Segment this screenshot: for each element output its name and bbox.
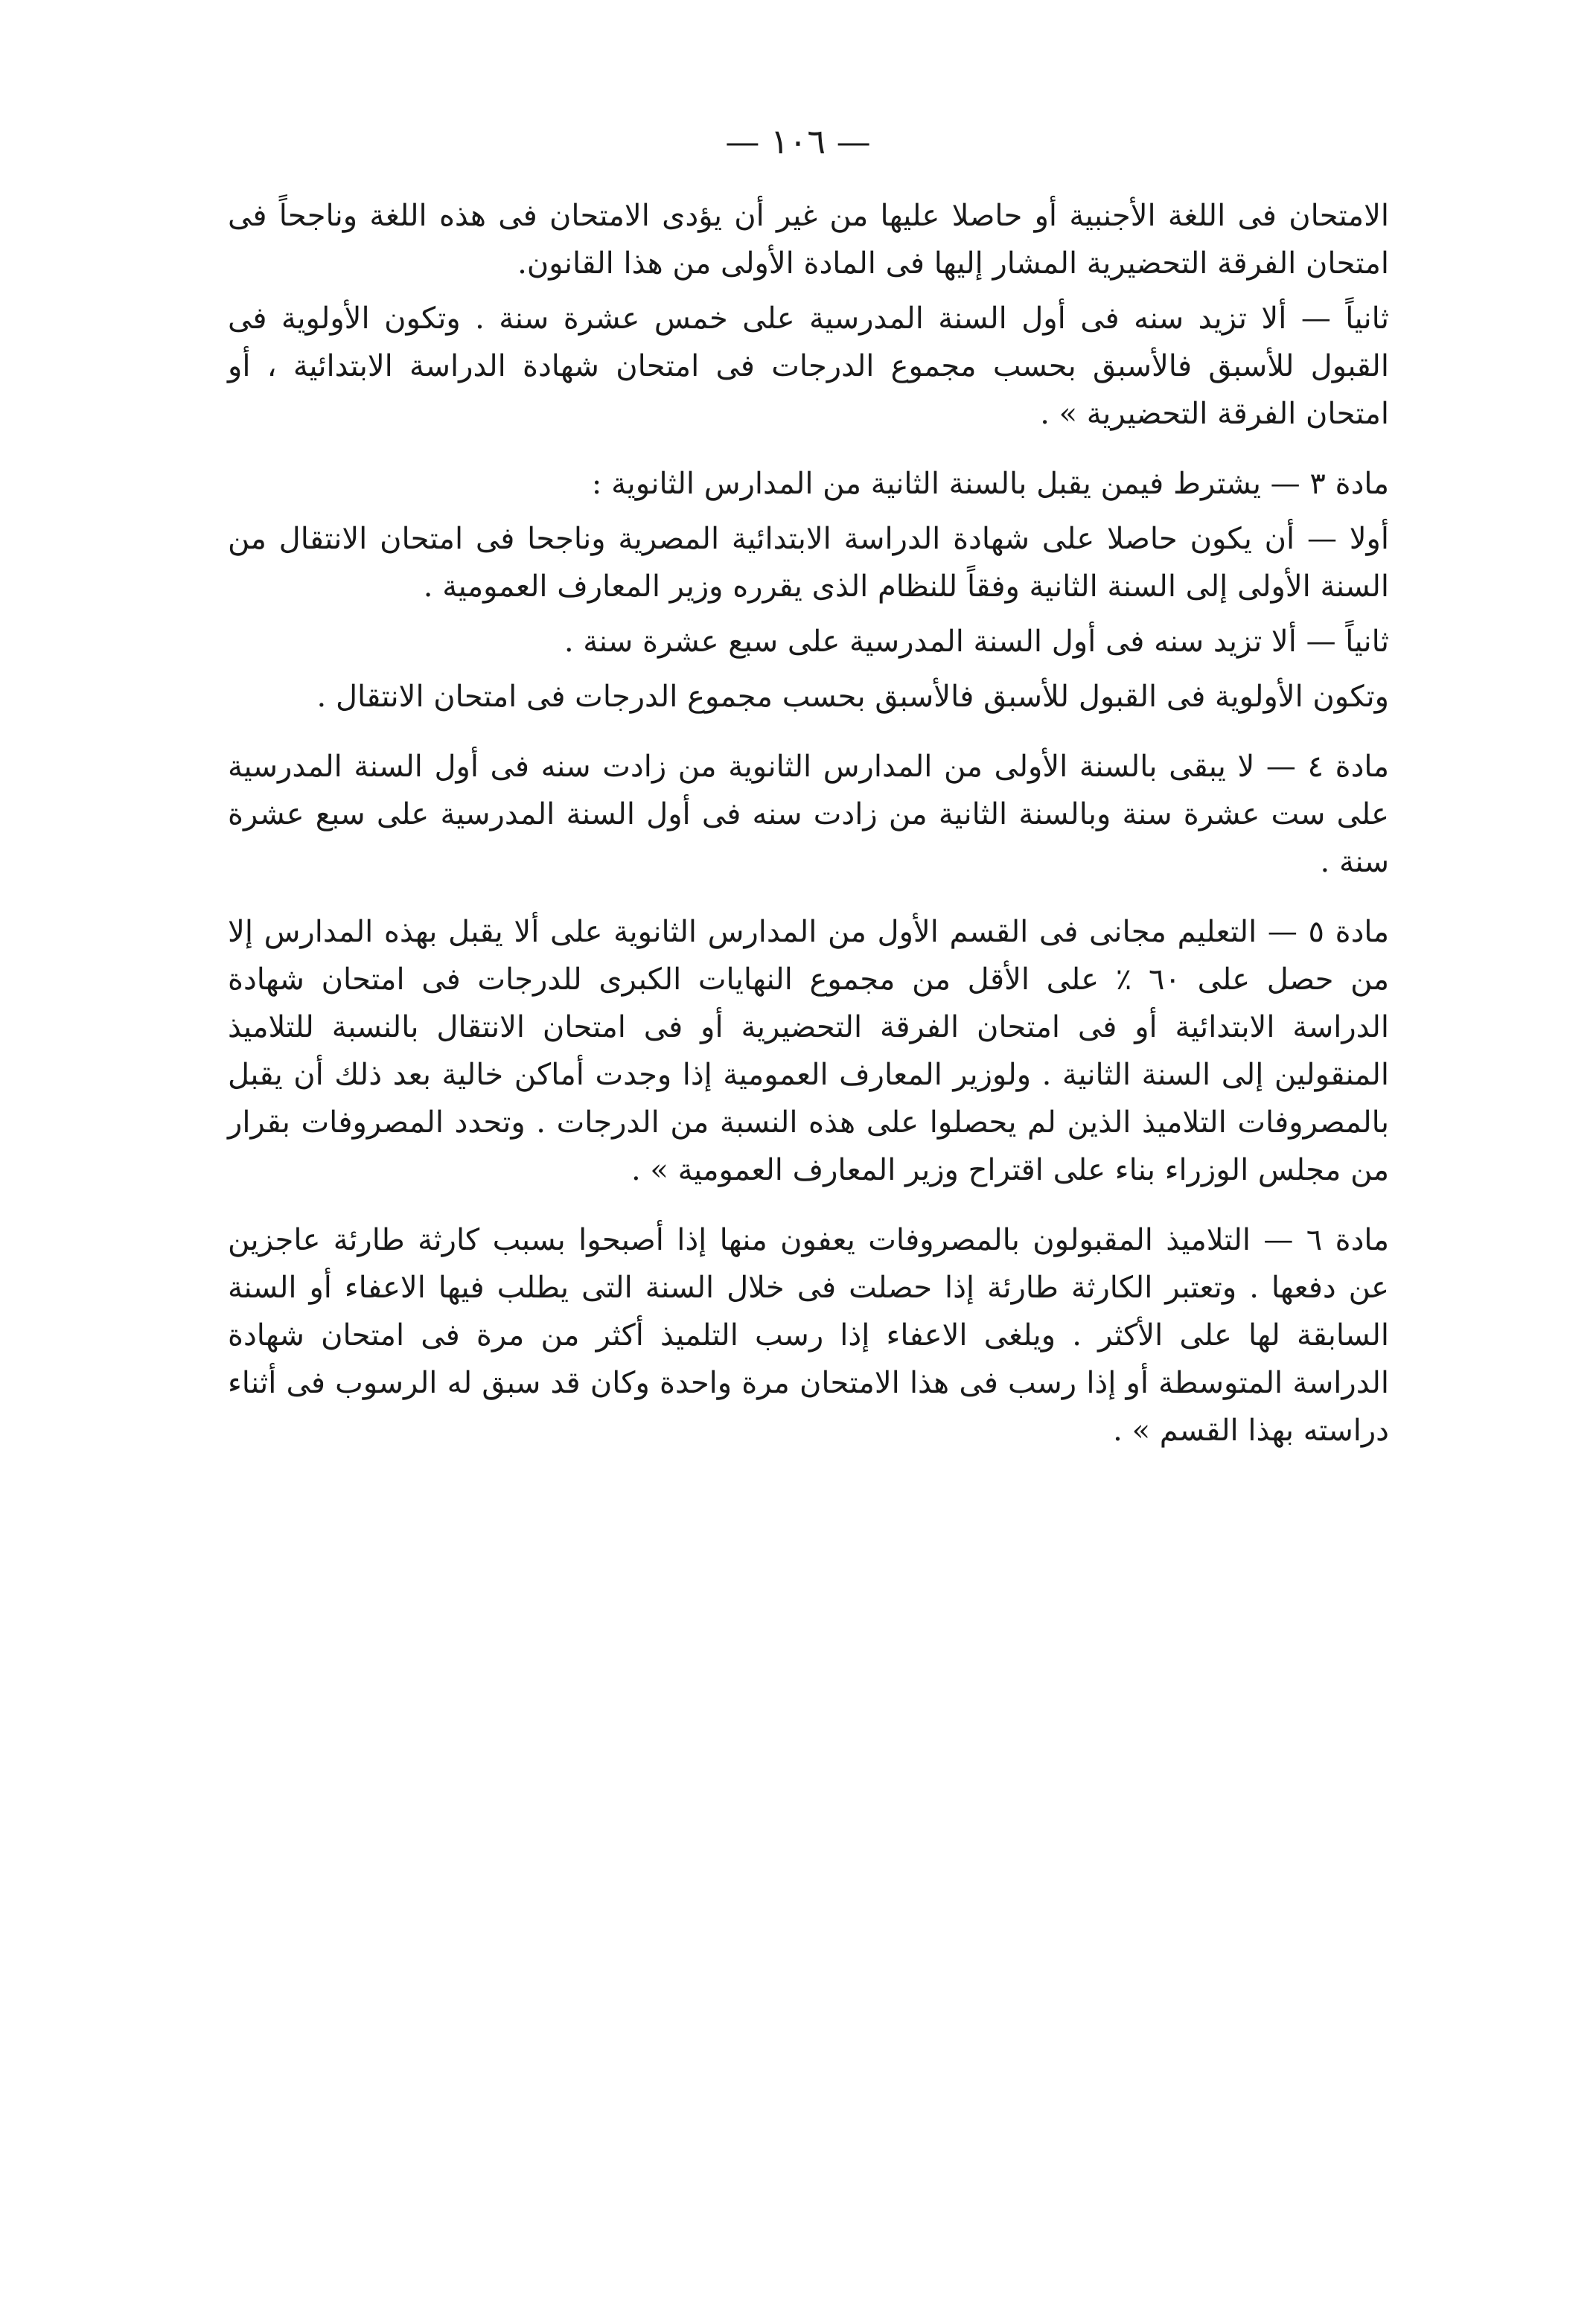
paragraph-article-3-priority: وتكون الأولوية فى القبول للأسبق فالأسبق بحسب مجموع الدرجات فى امتحان الانتقال . bbox=[316, 680, 1389, 714]
paragraph-article-5: مادة ٥ — التعليم مجانى فى القسم الأول من المدارس الثانوية على ألا يقبل بهذه المدارس إلا من حصل على ٦٠ ٪ على الأقل من مجموع النهايات الكبرى للدرجات فى امتحان شهادة الدراسة الابتدائية أو فى امتحان الفرقة التحضيرية أو فى امتحان الانتقال بالنسبة للتلاميذ المنقولين إلى السنة الثانية . ولوزير المعارف العمومية إذا وجدت أماكن خالية بعد ذلك أن يقبل بالمصروفات التلاميذ الذين لم يحصلوا على هذه النسبة من الدرجات . وتحدد المصروفات بقرار من مجلس الوزراء بناء على اقتراح وزير المعارف العمومية » . bbox=[228, 915, 1389, 1187]
paragraph-article-3-first-condition: أولا — أن يكون حاصلا على شهادة الدراسة الابتدائية المصرية وناجحا فى امتحان الانتقال من السنة الأولى إلى السنة الثانية وفقاً للنظام الذى يقرره وزير المعارف العمومية . bbox=[228, 522, 1389, 604]
paragraph-article-6: مادة ٦ — التلاميذ المقبولون بالمصروفات يعفون منها إذا أصبحوا بسبب كارثة طارئة عاجزين عن دفعها . وتعتبر الكارثة طارئة إذا حصلت فى خلال السنة التى يطلب فيها الاعفاء أو السنة السابقة لها على الأكثر . ويلغى الاعفاء إذا رسب التلميذ أكثر من مرة فى امتحان شهادة الدراسة المتوسطة أو إذا رسب فى هذا الامتحان مرة واحدة وكان قد سبق له الرسوب فى أثناء دراسته بهذا القسم » . bbox=[228, 1223, 1389, 1448]
page-number: — ١٠٦ — bbox=[725, 121, 871, 162]
paragraph-second-age-limit-fifteen: ثانياً — ألا تزيد سنه فى أول السنة المدرسية على خمس عشرة سنة . وتكون الأولوية فى القبول للأسبق فالأسبق بحسب مجموع الدرجات فى امتحان شهادة الدراسة الابتدائية ، أو امتحان الفرقة التحضيرية » . bbox=[228, 301, 1389, 431]
paragraph-article-4: مادة ٤ — لا يبقى بالسنة الأولى من المدارس الثانوية من زادت سنه فى أول السنة المدرسية على ست عشرة سنة وبالسنة الثانية من زادت سنه فى أول السنة المدرسية على سبع عشرة سنة . bbox=[228, 750, 1389, 879]
paragraph-article-3-second-condition: ثانياً — ألا تزيد سنه فى أول السنة المدرسية على سبع عشرة سنة . bbox=[564, 625, 1389, 659]
document-body bbox=[228, 192, 1389, 1454]
paragraph-exam-language-continuation: الامتحان فى اللغة الأجنبية أو حاصلا عليها من غير أن يؤدى الامتحان فى هذه اللغة وناجحاً فى امتحان الفرقة التحضيرية المشار إليها فى المادة الأولى من هذا القانون. bbox=[228, 199, 1389, 281]
paragraph-article-3-heading: مادة ٣ — يشترط فيمن يقبل بالسنة الثانية من المدارس الثانوية : bbox=[591, 467, 1389, 501]
